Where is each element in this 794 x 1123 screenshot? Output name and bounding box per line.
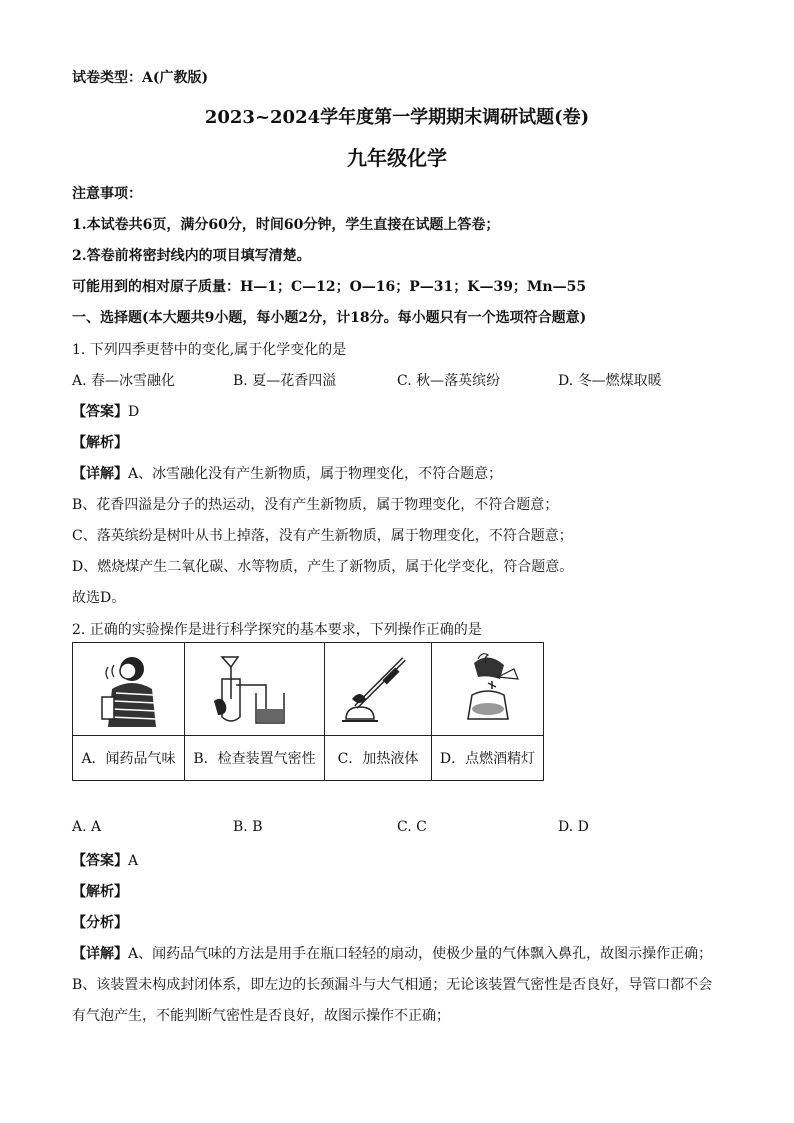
q1-answer: [72, 401, 139, 421]
q2-option-b: B. B: [233, 819, 263, 835]
atomic-masses: 可能用到的相对原子质量：H—1；C—12；O—16；P—31；K—39；Mn—55: [72, 279, 587, 295]
q2-analysis-tag: 【解析】: [72, 884, 128, 900]
q2-stem: 2. 正确的实验操作是进行科学探究的基本要求，下列操作正确的是: [72, 622, 482, 638]
figure-d-cell: [432, 643, 544, 736]
smell-chemical-figure: [94, 649, 164, 729]
q2-fenxi-tag: 【分析】: [72, 915, 128, 931]
figure-a-cell: [73, 643, 185, 736]
q1-option-d: D. 冬—燃煤取暖: [558, 373, 662, 389]
figure-b-label: B．检查装置气密性: [185, 736, 325, 781]
q1-analysis-tag: 【解析】: [72, 435, 128, 451]
figure-b-cell: [185, 643, 325, 736]
detail-text: A、冰雪融化没有产生新物质，属于物理变化，不符合题意；: [128, 466, 503, 482]
detail-tag: 【详解】: [72, 946, 128, 962]
detail-tag: 【详解】: [72, 466, 128, 482]
heat-liquid-figure: [338, 649, 418, 729]
airtightness-check-figure: [210, 649, 300, 729]
q2-answer: [72, 850, 138, 870]
detail-text: A、闻药品气味的方法是用手在瓶口轻轻的扇动，使极少量的气体飘入鼻孔，故图示操作正确；: [128, 946, 713, 962]
q2-detail-line-3: 有气泡产生，不能判断气密性是否良好，故图示操作不正确；: [72, 1008, 450, 1024]
q1-detail-line-2: B、花香四溢是分子的热运动，没有产生新物质，属于物理变化，不符合题意；: [72, 497, 559, 513]
q1-option-c: C. 秋—落英缤纷: [397, 373, 501, 389]
q1-conclusion: 故选D。: [72, 590, 126, 606]
paper-type: 试卷类型：A(广教版): [72, 70, 209, 86]
answer-value: A: [128, 853, 139, 869]
answer-tag: 【答案】: [72, 853, 128, 869]
q1-stem: 1. 下列四季更替中的变化,属于化学变化的是: [72, 342, 347, 358]
exam-subtitle: 九年级化学: [347, 146, 447, 170]
q2-detail-line-2: B、该装置未构成封闭体系，即左边的长颈漏斗与大气相通；无论该装置气密性是否良好，导管口都不会: [72, 977, 713, 993]
light-alcohol-lamp-figure: [448, 649, 528, 729]
q1-detail-line-4: D、燃烧煤产生二氧化碳、水等物质，产生了新物质，属于化学变化，符合题意。: [72, 559, 574, 575]
figure-c-label: C．加热液体: [325, 736, 432, 781]
q2-option-a: A. A: [72, 819, 102, 835]
answer-value: D: [128, 404, 140, 420]
answer-tag: 【答案】: [72, 404, 128, 420]
exam-title: 2023~2024学年度第一学期期末调研试题(卷): [204, 107, 590, 128]
q1-detail-line-1: [72, 463, 502, 483]
figure-c-cell: [325, 643, 432, 736]
operations-table: [72, 642, 544, 781]
q2-option-c: C. C: [397, 819, 427, 835]
figure-a-label: A．闻药品气味: [73, 736, 185, 781]
section-heading: 一、选择题(本大题共9小题，每小题2分，计18分。每小题只有一个选项符合题意): [72, 310, 587, 326]
figure-d-label: D．点燃酒精灯: [432, 736, 544, 781]
q1-detail-line-3: C、落英缤纷是树叶从书上掉落，没有产生新物质，属于物理变化，不符合题意；: [72, 528, 573, 544]
q2-detail-line-1: [72, 943, 712, 963]
notes-heading: 注意事项：: [72, 186, 142, 202]
q2-option-d: D. D: [558, 819, 589, 835]
q1-option-a: A. 春—冰雪融化: [72, 373, 176, 389]
note-item-1: 1.本试卷共6页，满分60分，时间60分钟，学生直接在试题上答卷；: [72, 217, 500, 233]
note-item-2: 2.答卷前将密封线内的项目填写清楚。: [72, 248, 311, 264]
q1-option-b: B. 夏—花香四溢: [233, 373, 337, 389]
